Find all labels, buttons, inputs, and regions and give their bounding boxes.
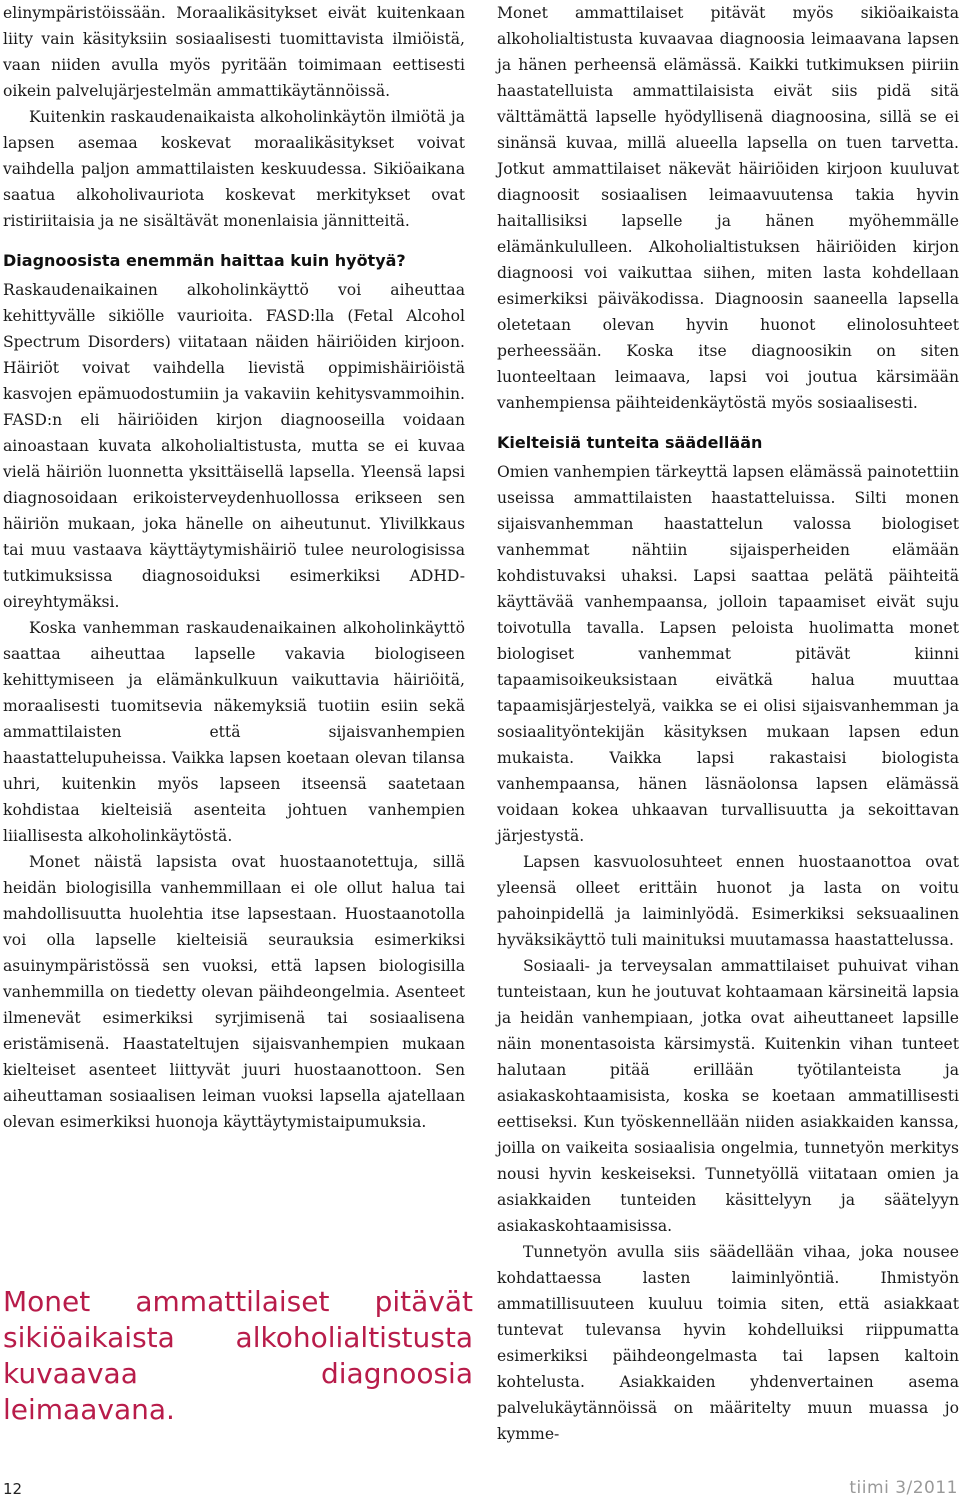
page-number: 12: [3, 1480, 23, 1498]
paragraph: Monet ammattilaiset pitävät myös sikiöaikaista alkoholialtistusta kuvaavaa diagnoosia leimaavana lapsen ja hänen perheensä elämässä. Kaikki tutkimuksen piiriin haastatelluista ammattilaisista eivät siis pidä sitä välttämättä lapselle hyödyllisenä diagnoosina, sillä se ei sinänsä kuvaa, millä alueella lapsella on tuen tarvetta. Jotkut ammattilaiset näkevät häiriöiden kirjoon kuuluvat diagnoosit sosiaalisen leimaavuutensa takia hyvin haitallisiksi lapselle ja hänen myöhemmälle elämänkululleen. Alkoholialtistuksen häiriöiden kirjon diagnoosi voi vaikuttaa siihen, miten lasta kohdellaan esimerkiksi päiväkodissa. Diagnoosin saaneella lapsella oletetaan olevan hyvin huonot elinolosuhteet perheessään. Koska itse diagnoosikin on siten luonteeltaan leimaava, lapsi voi joutua kärsimään vanhempiensa päihteidenkäytöstä myös sosiaalisesti.: [497, 4, 959, 412]
paragraph: Tunnetyön avulla siis säädellään vihaa, joka nousee kohdattaessa lasten laiminlyöntiä. Ihmistyön ammatillisuuteen kuuluu toimia siten, että asiakkaat tuntevat tulevansa hyvin kohdelluiksi riippumatta esimerkiksi päihdeongelmasta tai lapsen kaltoin kohtelusta. Asiakkaiden yhdenvertainen asema palvelukäytännöissä on määritelty muun muassa jo kymme-: [497, 1243, 959, 1443]
section-heading: Kielteisiä tunteita säädellään: [497, 433, 763, 452]
paragraph: Raskaudenaikainen alkoholinkäyttö voi aiheuttaa kehittyvälle sikiölle vaurioita. FASD:lla (Fetal Alcohol Spectrum Disorders) viitataan näiden häiriöiden kirjoon. Häiriöt voivat vaihdella lievistä oppimishäiriöistä kasvojen epämuodostumiin ja vakaviin kehitysvammoihin. FASD:n eli häiriöiden kirjon diagnooseilla voidaan ainoastaan kuvata alkoholialtistusta, mutta se ei kuvaa vielä häiriön luonnetta yksittäisellä lapsella. Yleensä lapsi diagnosoidaan erikoisterveydenhuollossa erikseen sen häiriön mukaan, joka hänelle on aiheutunut. Ylivilkkaus tai muu vastaava käyttäytymishäiriö tulee neurologisissa tutkimuksissa diagnosoiduksi esimerkiksi ADHD-oireyhtymäksi.: [3, 281, 465, 611]
paragraph: Kuitenkin raskaudenaikaista alkoholinkäytön ilmiötä ja lapsen asemaa koskevat moraalikäsitykset voivat vaihdella paljon ammattilaisten keskuudessa. Sikiöaikana saatua alkoholivauriota koskevat merkitykset ovat ristiriitaisia ja ne sisältävät monenlaisia jännitteitä.: [3, 108, 465, 230]
pull-quote: Monet ammattilaiset pitävät sikiöaikaista alkoholialtistusta kuvaavaa diagnoosia leimaavana.: [3, 1285, 473, 1426]
paragraph: Omien vanhempien tärkeyttä lapsen elämässä painotettiin useissa ammattilaisten haastatteluissa. Silti monen sijaisvanhemman haastattelun valossa biologiset vanhemmat nähtiin sijaisperheiden elämään kohdistuvaksi uhaksi. Lapsi saattaa pelätä päihteitä käyttävää vanhempaansa, jolloin tapaamiset eivät suju toivotulla tavalla. Lapsen peloista huolimatta monet biologiset vanhemmat pitävät kiinni tapaamisoikeuksistaan eivätkä halua muuttaa tapaamisjärjestelyä, vaikka se ei olisi sijaisvanhemman ja sosiaalityöntekijän käsityksen mukaan lapsen edun mukaista. Vaikka lapsi rakastaisi biologista vanhempaansa, hänen läsnäolonsa lapsen elämässä voidaan kokea uhkaavan turvallisuutta ja sekoittavan järjestystä.: [497, 463, 959, 845]
paragraph: Lapsen kasvuolosuhteet ennen huostaanottoa ovat yleensä olleet erittäin huonot ja lasta on voitu pahoinpidellä ja laiminlyödä. Esimerkiksi seksuaalinen hyväksikäyttö tuli mainituksi muutamassa haastattelussa.: [497, 853, 959, 949]
paragraph: Koska vanhemman raskaudenaikainen alkoholinkäyttö saattaa aiheuttaa lapselle vakavia biologiseen kehittymiseen ja elämänkulkuun vaikuttavia häiriöitä, moraalisesti tuomitsevia näkemyksiä tuotiin esiin sekä ammattilaisten että sijaisvanhempien haastattelupuheissa. Vaikka lapsen koetaan olevan tilansa uhri, kuitenkin myös lapseen itseensä saatetaan kohdistaa kielteisiä asenteita johtuen vanhempien liiallisesta alkoholinkäytöstä.: [3, 619, 465, 845]
left-column: [3, 0, 465, 1135]
section-heading: Diagnoosista enemmän haittaa kuin hyötyä?: [3, 251, 406, 270]
paragraph: Sosiaali- ja terveysalan ammattilaiset puhuivat vihan tunteistaan, kun he joutuvat kohtaamaan kärsineitä lapsia ja heidän vanhempiaan, jotka ovat aiheuttaneet lapsille näin monentasoista kärsimystä. Kuitenkin vihan tunteet halutaan pitää erillään työtilanteista ja asiakaskohtaamisista, koska se koetaan ammatillisesti eettiseksi. Kun työskennellään niiden asiakkaiden kanssa, joilla on vaikeita sosiaalisia ongelmia, tunnetyön merkitys nousi hyvin keskeiseksi. Tunnetyöllä viitataan omien ja asiakkaiden tunteiden käsittelyyn ja säätelyyn asiakaskohtaamisissa.: [497, 957, 959, 1235]
paragraph: elinympäristöissään. Moraalikäsitykset eivät kuitenkaan liity vain käsityksiin sosiaalisesti tuomittavista ilmiöistä, vaan niiden avulla myös pyritään toimimaan eettisesti oikein palvelujärjestelmän ammattikäytännöissä.: [3, 4, 465, 100]
paragraph: Monet näistä lapsista ovat huostaanotettuja, sillä heidän biologisilla vanhemmillaan ei ole ollut halua tai mahdollisuutta huolehtia itse lapsestaan. Huostaanotolla voi olla lapselle kielteisiä seurauksia esimerkiksi asuinympäristössä sen vuoksi, että lapsen biologisilla vanhemmilla on tiedetty olevan päihdeongelmia. Asenteet ilmenevät esimerkiksi syrjimisenä tai sosiaalisena eristämisenä. Haastateltujen sijaisvanhempien mukaan kielteiset asenteet liittyvät juuri huostaanottoon. Sen aiheuttaman sosiaalisen leiman vuoksi lapsella ajatellaan olevan esimerkiksi huonoja käyttäytymistaipumuksia.: [3, 853, 465, 1131]
issue-label: tiimi 3/2011: [849, 1478, 958, 1498]
right-column: [497, 0, 959, 1447]
